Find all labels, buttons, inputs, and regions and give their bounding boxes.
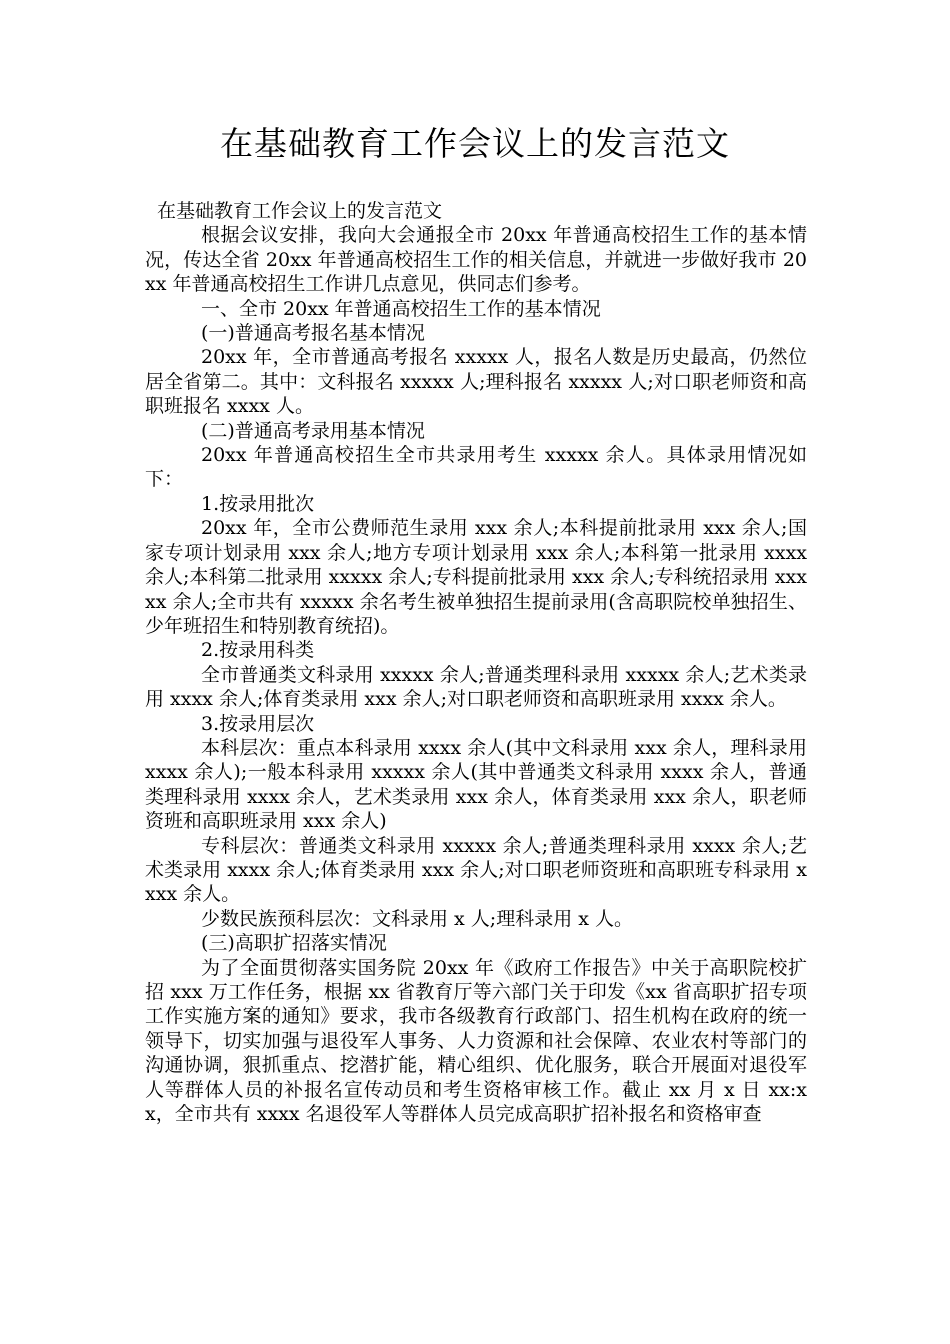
section-heading-1: 一、全市 20xx 年普通高校招生工作的基本情况 — [201, 297, 601, 320]
paragraph-admission-total: 20xx 年普通高校招生全市共录用考生 xxxxx 余人。具体录用情况如下： — [145, 444, 807, 491]
paragraph-intro: 根据会议安排，我向大会通报全市 20xx 年普通高校招生工作的基本情况，传达全省 20xx 年普通高校招生工作的相关信息，并就进一步做好我市 20xx 年普通高校招生工作讲几点意见，供同志们参考。 — [145, 224, 807, 296]
paragraph-expansion: 为了全面贯彻落实国务院 20xx 年《政府工作报告》中关于高职院校扩招 xxx 万工作任务，根据 xx 省教育厅等六部门关于印发《xx 省高职扩招专项工作实施方案的通知》要求，我市各级教育行政部门、招生机构在政府的统一领导下，切实加强与退役军人事务、人力资源和社会保障、农业农村等部门的沟通协调，狠抓重点、挖潜扩能，精心组织、优化服务，联合开展面对退役军人等群体人员的补报名宣传动员和考生资格审核工作。截止 xx 月 x 日 xx:xx，全市共有 xxxx 名退役军人等群体人员完成高职扩招补报名和资格审查 — [145, 956, 807, 1126]
subsection-heading-3: (三)高职扩招落实情况 — [201, 932, 387, 955]
item-heading-1: 1.按录用批次 — [201, 492, 315, 515]
document-body — [145, 199, 807, 1126]
subsection-heading-1: (一)普通高考报名基本情况 — [201, 322, 425, 345]
paragraph-minority-level: 少数民族预科层次：文科录用 x 人;理科录用 x 人。 — [201, 907, 633, 930]
paragraph-by-category: 全市普通类文科录用 xxxxx 余人;普通类理科录用 xxxxx 余人;艺术类录用 xxxx 余人;体育类录用 xxx 余人;对口职老师资和高职班录用 xxxx 余人。 — [145, 663, 807, 711]
paragraph-registration: 20xx 年，全市普通高考报名 xxxxx 人，报名人数是历史最高，仍然位居全省第二。其中：文科报名 xxxxx 人;理科报名 xxxxx 人;对口职老师资和高职班报名 xxxx 人。 — [145, 346, 807, 418]
subsection-heading-2: (二)普通高考录用基本情况 — [201, 419, 425, 442]
paragraph-college-level: 专科层次：普通类文科录用 xxxxx 余人;普通类理科录用 xxxx 余人;艺术类录用 xxxx 余人;体育类录用 xxx 余人;对口职老师资班和高职班专科录用 xxxx 余人。 — [145, 834, 807, 906]
paragraph-by-batch: 20xx 年，全市公费师范生录用 xxx 余人;本科提前批录用 xxx 余人;国家专项计划录用 xxx 余人;地方专项计划录用 xxx 余人;本科第一批录用 xxxx 余人;本科第二批录用 xxxxx 余人;专科提前批录用 xxx 余人;专科统招录用 xxxxx 余人;全市共有 xxxxx 余名考生被单独招生提前录用(含高职院校单独招生、少年班招生和特别教育统招)。 — [145, 517, 807, 637]
document-title: 在基础教育工作会议上的发言范文 — [220, 124, 730, 163]
item-heading-3: 3.按录用层次 — [201, 712, 315, 735]
paragraph-subtitle: 在基础教育工作会议上的发言范文 — [157, 200, 443, 222]
item-heading-2: 2.按录用科类 — [201, 639, 315, 662]
paragraph-undergraduate-level: 本科层次：重点本科录用 xxxx 余人(其中文科录用 xxx 余人，理科录用 xxxx 余人);一般本科录用 xxxxx 余人(其中普通类文科录用 xxxx 余人，普通类理科录用 xxxx 余人，艺术类录用 xxx 余人，体育类录用 xxx 余人，职老师资班和高职班录用 xxx 余人) — [145, 736, 807, 833]
